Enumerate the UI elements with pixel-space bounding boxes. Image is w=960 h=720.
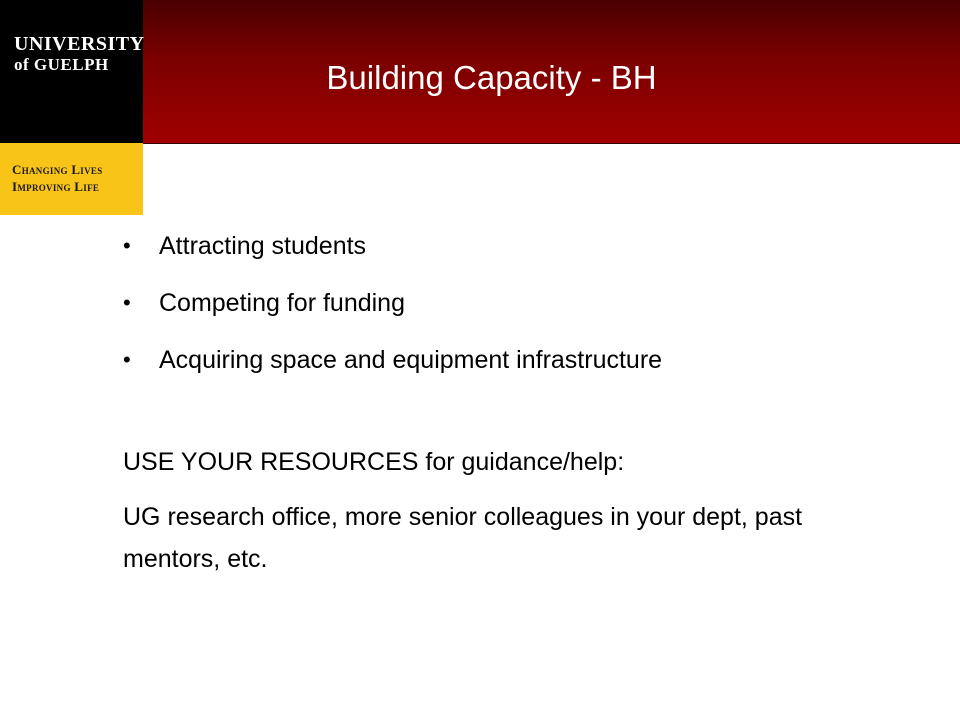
bullet-item	[123, 281, 903, 338]
tagline-line-2: Improving Life	[12, 179, 100, 194]
bullet-item	[123, 338, 903, 395]
bullet-text: Competing for funding	[159, 289, 405, 317]
bullet-item	[123, 224, 903, 281]
bullet-icon: •	[123, 290, 131, 315]
bullet-text: Attracting students	[159, 232, 367, 260]
resources-list: UG research office, more senior colleagues in your dept, past mentors, etc.	[123, 503, 803, 573]
logo-line-1: UNIVERSITY	[14, 33, 145, 55]
bullet-list	[123, 224, 903, 395]
bullet-icon: •	[123, 347, 131, 372]
tagline-block	[0, 143, 143, 215]
logo-line-2: of GUELPH	[14, 55, 109, 74]
slide-title: Building Capacity - BH	[326, 59, 657, 96]
tagline-text	[12, 161, 140, 195]
bullet-text: Acquiring space and equipment infrastructure	[159, 346, 663, 374]
resources-heading: USE YOUR RESOURCES for guidance/help:	[123, 448, 625, 476]
tagline-line-1: Changing Lives	[12, 162, 103, 177]
bullet-icon: •	[123, 233, 131, 258]
